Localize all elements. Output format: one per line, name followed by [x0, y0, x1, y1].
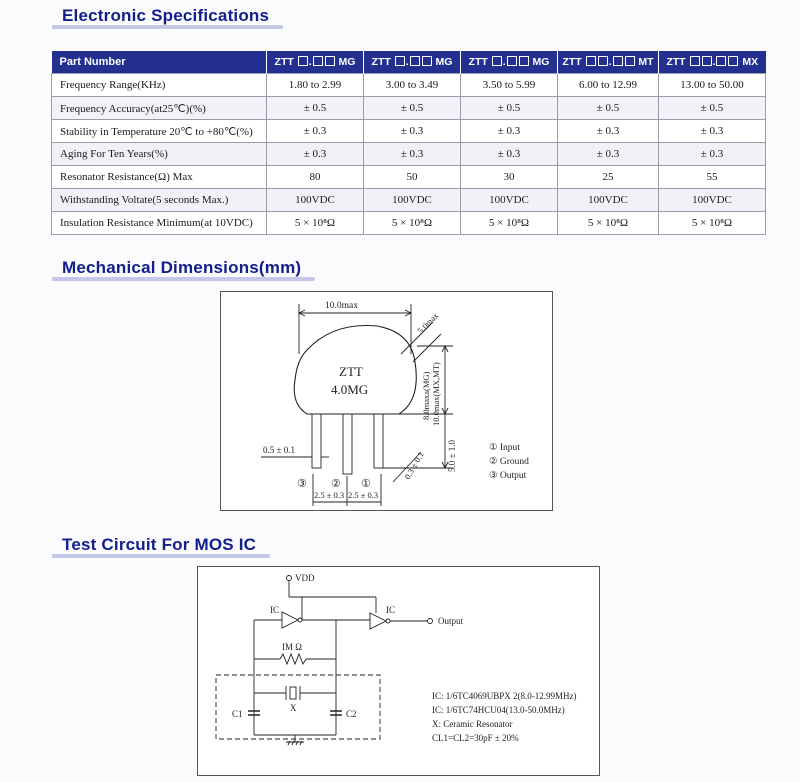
- circuit-ic1-label: IC: [270, 605, 279, 615]
- header-part-col: ZTT . MX: [659, 51, 766, 74]
- circuit-vdd-label: VDD: [295, 573, 315, 583]
- pin-mark-3: ③: [297, 478, 307, 490]
- spec-row-label: Frequency Range(KHz): [52, 74, 267, 97]
- spec-cell: 25: [558, 166, 659, 189]
- part-code-box: [507, 56, 517, 66]
- part-prefix: ZTT: [666, 56, 686, 68]
- spec-cell: 100VDC: [659, 189, 766, 212]
- spec-cell: ± 0.3: [659, 143, 766, 166]
- spec-row: [52, 143, 766, 166]
- spec-cell: ± 0.3: [558, 143, 659, 166]
- spec-cell: ± 0.3: [364, 120, 461, 143]
- spec-cell: ± 0.5: [267, 97, 364, 120]
- part-suffix: MT: [638, 56, 654, 68]
- spec-cell: ± 0.3: [267, 143, 364, 166]
- circuit-note-3: X: Ceramic Resonator: [432, 719, 513, 729]
- spec-row: [52, 97, 766, 120]
- circuit-note-1: IC: 1/6TC4069UBPX 2(8.0-12.99MHz): [432, 691, 577, 701]
- mechanical-dimensions-title: Mechanical Dimensions(mm): [52, 258, 309, 281]
- part-suffix: MX: [742, 56, 759, 68]
- spec-cell: 100VDC: [267, 189, 364, 212]
- spec-row: [52, 74, 766, 97]
- test-circuit-drawing: [197, 566, 600, 776]
- part-suffix: MG: [532, 56, 550, 68]
- spec-cell: ± 0.3: [364, 143, 461, 166]
- spec-cell: 1.80 to 2.99: [267, 74, 364, 97]
- legend-input: ① Input: [489, 443, 520, 453]
- circuit-ic2-label: IC: [386, 605, 395, 615]
- part-prefix: ZTT: [371, 56, 391, 68]
- mechanical-drawing: [220, 291, 553, 511]
- dim-width-label: 10.0max: [325, 301, 358, 311]
- spec-cell: 50: [364, 166, 461, 189]
- part-code-box: [298, 56, 308, 66]
- dim-thickness-label: 5.0max: [415, 310, 441, 336]
- part-prefix: ZTT: [562, 56, 582, 68]
- spec-cell: ± 0.3: [558, 120, 659, 143]
- part-code-box: [586, 56, 596, 66]
- part-suffix: MG: [338, 56, 356, 68]
- spec-cell: ± 0.3: [461, 120, 558, 143]
- dim-lead-length-label: 5.0 ± 1.0: [447, 440, 457, 472]
- pin-mark-1: ①: [361, 478, 371, 490]
- circuit-output-label: Output: [438, 616, 464, 626]
- part-code-box: [410, 56, 420, 66]
- spec-cell: 3.00 to 3.49: [364, 74, 461, 97]
- spec-header-row: [52, 51, 766, 74]
- body-line-1: ZTT: [339, 364, 363, 379]
- spec-row-label: Resonator Resistance(Ω) Max: [52, 166, 267, 189]
- circuit-resonator-label: X: [290, 703, 297, 713]
- spec-cell: 30: [461, 166, 558, 189]
- spec-row-label: Withstanding Voltate(5 seconds Max.): [52, 189, 267, 212]
- part-prefix: ZTT: [274, 56, 294, 68]
- legend-output: ③ Output: [489, 471, 527, 481]
- circuit-resistor-label: IM Ω: [282, 642, 302, 652]
- part-code-box: [395, 56, 405, 66]
- spec-cell: ± 0.3: [461, 143, 558, 166]
- spec-cell: 13.00 to 50.00: [659, 74, 766, 97]
- dim-height-label-1: 8.0maxa(MG): [421, 371, 431, 420]
- spec-cell: 5 × 10⁸Ω: [558, 212, 659, 235]
- part-code-box: [313, 56, 323, 66]
- circuit-svg: [198, 567, 599, 775]
- spec-cell: 5 × 10⁸Ω: [659, 212, 766, 235]
- spec-row: [52, 212, 766, 235]
- header-part-col: ZTT . MT: [558, 51, 659, 74]
- spec-cell: 5 × 10⁸Ω: [364, 212, 461, 235]
- spec-table: [51, 51, 766, 235]
- spec-row: [52, 166, 766, 189]
- part-code-box: [422, 56, 432, 66]
- body-line-2: 4.0MG: [331, 382, 369, 397]
- spec-row-label: Aging For Ten Years(%): [52, 143, 267, 166]
- part-code-box: [625, 56, 635, 66]
- spec-cell: 55: [659, 166, 766, 189]
- pin-mark-2: ②: [331, 478, 341, 490]
- spec-cell: 5 × 10⁸Ω: [267, 212, 364, 235]
- electronic-specs-title: Electronic Specifications: [52, 6, 277, 29]
- part-code-box: [690, 56, 700, 66]
- part-code-box: [325, 56, 335, 66]
- header-part-col: ZTT . MG: [364, 51, 461, 74]
- header-part-col: ZTT . MG: [461, 51, 558, 74]
- spec-cell: 80: [267, 166, 364, 189]
- part-code-box: [598, 56, 608, 66]
- spec-cell: 5 × 10⁸Ω: [461, 212, 558, 235]
- spec-row-label: Stability in Temperature 20℃ to +80℃(%): [52, 120, 267, 143]
- pitch-label-1: 2.5 ± 0.3: [314, 490, 345, 500]
- dim-lead-thick-label: 0.3 ± 0.1: [402, 449, 426, 481]
- dim-height-label-2: 10.0max(MX,MT): [431, 362, 441, 426]
- circuit-c2-label: C2: [346, 709, 357, 719]
- test-circuit-title: Test Circuit For MOS IC: [52, 535, 264, 558]
- spec-cell: ± 0.5: [558, 97, 659, 120]
- spec-cell: ± 0.3: [659, 120, 766, 143]
- part-prefix: ZTT: [468, 56, 488, 68]
- spec-cell: ± 0.3: [267, 120, 364, 143]
- part-code-box: [519, 56, 529, 66]
- part-code-box: [716, 56, 726, 66]
- spec-cell: 100VDC: [364, 189, 461, 212]
- spec-cell: 6.00 to 12.99: [558, 74, 659, 97]
- circuit-note-4: CL1=CL2=30pF ± 20%: [432, 733, 519, 743]
- spec-cell: 100VDC: [558, 189, 659, 212]
- header-part-number: Part Number: [52, 51, 267, 74]
- part-code-box: [613, 56, 623, 66]
- spec-cell: ± 0.5: [461, 97, 558, 120]
- legend-ground: ② Ground: [489, 457, 529, 467]
- spec-row-label: Insulation Resistance Minimum(at 10VDC): [52, 212, 267, 235]
- part-suffix: MG: [435, 56, 453, 68]
- spec-row: [52, 189, 766, 212]
- mechanical-svg: [221, 292, 552, 510]
- spec-cell: 3.50 to 5.99: [461, 74, 558, 97]
- part-code-box: [728, 56, 738, 66]
- spec-cell: 100VDC: [461, 189, 558, 212]
- dim-lead-dia-label: 0.5 ± 0.1: [263, 445, 295, 455]
- pitch-label-2: 2.5 ± 0.3: [348, 490, 379, 500]
- spec-cell: ± 0.5: [659, 97, 766, 120]
- spec-row-label: Frequency Accuracy(at25℃)(%): [52, 97, 267, 120]
- header-part-col: ZTT . MG: [267, 51, 364, 74]
- circuit-note-2: IC: 1/6TC74HCU04(13.0-50.0MHz): [432, 705, 565, 715]
- part-code-box: [492, 56, 502, 66]
- spec-row: [52, 120, 766, 143]
- part-code-box: [702, 56, 712, 66]
- spec-cell: ± 0.5: [364, 97, 461, 120]
- circuit-c1-label: C1: [232, 709, 243, 719]
